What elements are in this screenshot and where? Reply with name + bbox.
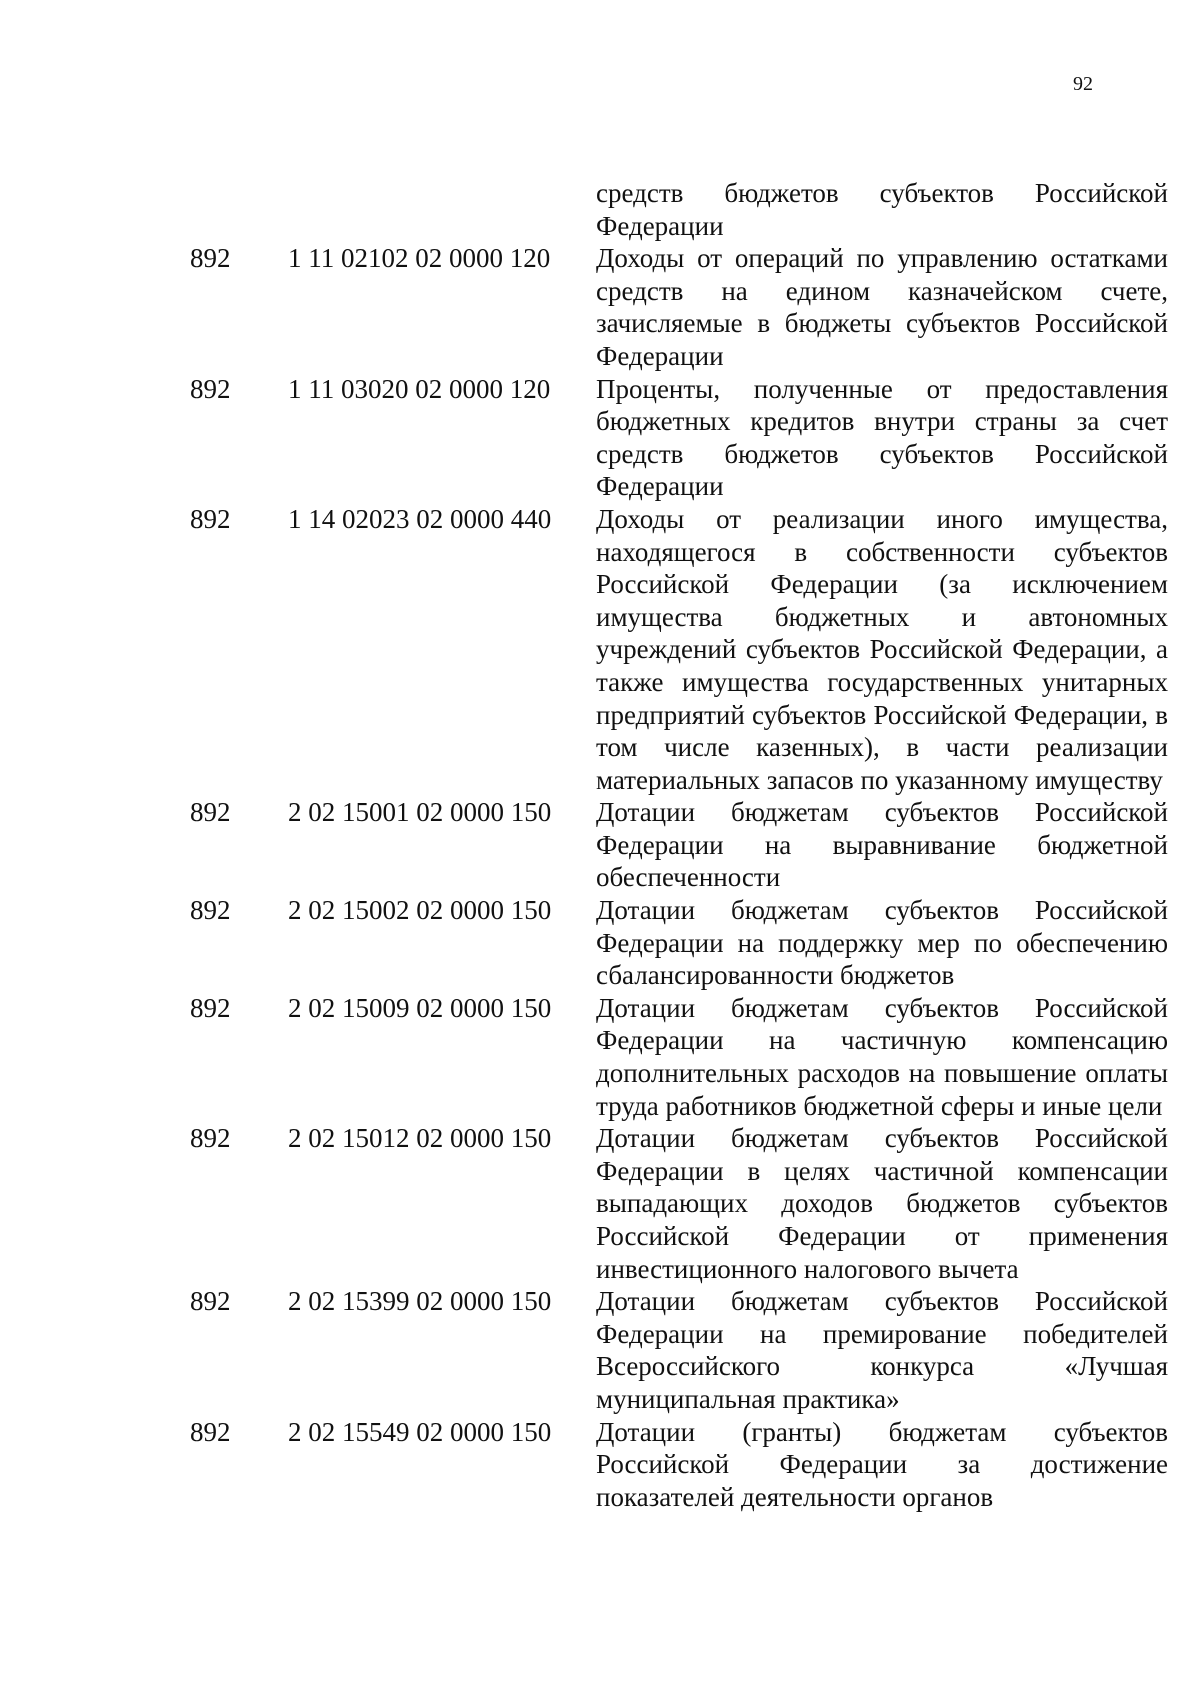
revenue-name: Проценты, полученные от предоставления бюджетных кредитов внутри страны за счет средств бюджетов субъектов Российской Федерации [596,373,1168,502]
admin-code: 892 [190,503,231,534]
revenue-code: 1 11 03020 02 0000 120 [288,373,551,404]
revenue-code: 2 02 15001 02 0000 150 [288,797,552,828]
admin-code: 892 [190,992,231,1023]
revenue-name: Доходы от реализации иного имущества, находящегося в собственности субъектов Российской Федерации (за исключением имущества бюджетных и автономных учреждений субъектов Российской Федерации, а также имущества государственных унитарных предприятий субъектов Российской Федерации, в том числе казенных), в части реализации материальных запасов по указанному имуществу [596,503,1168,795]
admin-code: 892 [190,373,231,404]
admin-code: 892 [190,895,231,926]
table-row [0,1122,1200,1285]
table-row [0,1416,1200,1514]
revenue-name: средств бюджетов субъектов Российской Федерации [596,178,1168,241]
table-row [0,992,1200,1122]
revenue-name: Дотации бюджетам субъектов Российской Федерации на поддержку мер по обеспечению сбалансированности бюджетов [596,895,1168,991]
table-row [0,373,1200,503]
revenue-code: 2 02 15002 02 0000 150 [288,895,552,926]
revenue-code: 2 02 15549 02 0000 150 [288,1416,552,1447]
revenue-code: 2 02 15399 02 0000 150 [288,1286,552,1317]
revenue-name: Дотации бюджетам субъектов Российской Федерации на частичную компенсацию дополнительных расходов на повышение оплаты труда работников бюджетной сферы и иные цели [596,992,1168,1121]
revenue-name: Дотации бюджетам субъектов Российской Федерации в целях частичной компенсации выпадающих доходов бюджетов субъектов Российской Федерации от применения инвестиционного налогового вычета [596,1123,1168,1284]
revenue-name: Доходы от операций по управлению остатками средств на едином казначейском счете, зачисляемые в бюджеты субъектов Российской Федерации [596,243,1168,371]
revenue-code: 1 11 02102 02 0000 120 [288,243,551,274]
revenue-name: Дотации бюджетам субъектов Российской Федерации на премирование победителей Всероссийского конкурса «Лучшая муниципальная практика» [596,1286,1168,1414]
admin-code: 892 [190,243,231,274]
revenue-code: 1 14 02023 02 0000 440 [288,503,552,534]
admin-code: 892 [190,1123,231,1154]
revenue-name: Дотации бюджетам субъектов Российской Федерации на выравнивание бюджетной обеспеченности [596,797,1168,893]
admin-code: 892 [190,1416,231,1447]
revenue-codes-table [0,177,1200,1513]
revenue-code: 2 02 15009 02 0000 150 [288,992,552,1023]
table-row [0,242,1200,372]
page-number: 92 [1073,73,1093,95]
revenue-code: 2 02 15012 02 0000 150 [288,1123,552,1154]
table-row [0,503,1200,796]
revenue-name: Дотации (гранты) бюджетам субъектов Российской Федерации за достижение показателей деятельности органов [596,1416,1168,1512]
table-row [0,894,1200,992]
table-row [0,1285,1200,1415]
table-row [0,177,1200,242]
admin-code: 892 [190,797,231,828]
table-row [0,796,1200,894]
admin-code: 892 [190,1286,231,1317]
